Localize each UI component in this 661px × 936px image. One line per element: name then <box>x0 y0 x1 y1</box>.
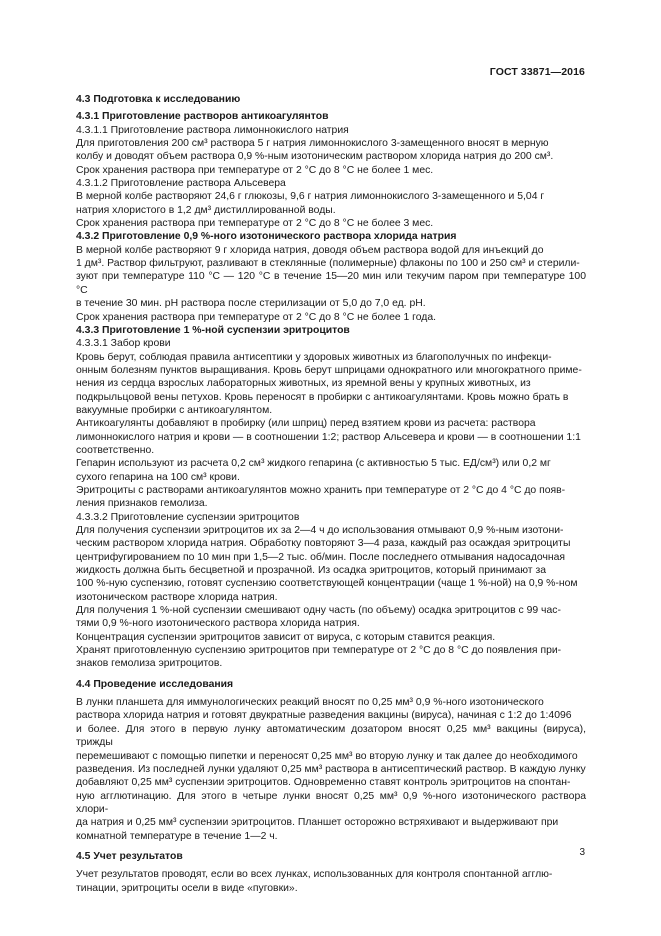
text-line: подкрыльцовой вены петухов. Кровь переносят в пробирки с антикоагулянтами. Кровь можно брать в <box>76 391 569 403</box>
text-line: тями 0,9 %-ного изотонического раствора хлорида натрия. <box>76 618 360 630</box>
text-line: Срок хранения раствора при температуре от 2 °С до 8 °С не более 1 года. <box>76 311 437 323</box>
text-line: ную агглютинацию. Для этого в четыре лунки вносят 0,25 мм³ 0,9 %-ного изотонического раствора хлори- <box>76 790 586 815</box>
document-body <box>76 93 586 895</box>
text-line: 1 дм³. Раствор фильтруют, разливают в стеклянные (полимерные) флаконы по 100 и 250 см³ и стерили- <box>76 258 580 270</box>
text-line: Антикоагулянты добавляют в пробирку (или шприц) перед взятием крови из расчета: раствора <box>76 418 536 430</box>
text-line: соответственно. <box>76 444 155 456</box>
text-line: разведения. Из последней лунки удаляют 0,25 мм³ раствора в антисептический раствор. В каждую лунку <box>76 763 586 775</box>
text-line: тинации, эритроциты осели в виде «пуговки». <box>76 882 298 894</box>
text-line: Для получения суспензии эритроцитов их за 2—4 ч до использования отмывают 0,9 %-ным изотони- <box>76 525 564 536</box>
text-line: в течение 30 мин. pH раствора после стерилизации от 5,0 до 7,0 ед. pH. <box>76 298 426 310</box>
text-line: перемешивают с помощью пипетки и переносят 0,25 мм³ во вторую лунку и так далее до необходимого <box>76 750 578 762</box>
text-line: вакуумные пробирки с антикоагулянтом. <box>76 404 273 416</box>
text-line: Срок хранения раствора при температуре от 2 °С до 8 °С не более 1 мес. <box>76 164 434 176</box>
text-line: 4.3.3.2 Приготовление суспензии эритроцитов <box>76 511 300 523</box>
text-line: Для получения 1 %-ной суспензии смешивают одну часть (по объему) осадка эритроцитов с 99 час- <box>76 605 561 617</box>
text-line: Кровь берут, соблюдая правила антисептики у здоровых животных из благополучных по инфекци- <box>76 351 552 363</box>
text-line: зуют при температуре 110 °С — 120 °С в течение 15—20 мин или текучим паром при температуре 100 °С <box>76 271 586 296</box>
text-line: лимоннокислого натрия и крови — в соотношении 1:2; раствор Альсевера и крови — в соотношении 1:1 <box>76 431 581 443</box>
text-line: В лунки планшета для иммунологических реакций вносят по 0,25 мм³ 0,9 %-ного изотонического <box>76 697 544 709</box>
text-line: нения из сердца взрослых лабораторных животных, из яремной вены у крупных животных, из <box>76 378 531 390</box>
text-line: 100 %-ную суспензию, готовят суспензию соответствующей концентрации (чаще 1 %-ной) на 0,9 %-ном <box>76 578 578 590</box>
text-line: Концентрация суспензии эритроцитов зависит от вируса, с которым ставится реакция. <box>76 631 496 643</box>
text-line: колбу и доводят объем раствора 0,9 %-ным изотоническим раствором хлорида натрия до 200 см³. <box>76 151 554 163</box>
section-heading: 4.3 Подготовка к исследованию <box>76 94 241 105</box>
text-line: и более. Для этого в первую лунку автоматическим дозатором вносят 0,25 мм³ вакцины (вируса), трижды <box>76 723 586 749</box>
text-line: добавляют 0,25 мм³ суспензии эритроцитов. Одновременно ставят контроль эритроцитов на спонтан- <box>76 777 571 789</box>
text-line: В мерной колбе растворяют 24,6 г глюкозы, 9,6 г натрия лимоннокислого 3-замещенного и 5,04 г <box>76 191 545 203</box>
section-heading: 4.5 Учет результатов <box>76 850 183 862</box>
section-heading: 4.4 Проведение исследования <box>76 678 234 690</box>
text-line: 4.3.1.2 Приготовление раствора Альсевера <box>76 178 286 190</box>
section-heading: 4.3.3 Приготовление 1 %-ной суспензии эритроцитов <box>76 324 350 336</box>
text-line: В мерной колбе растворяют 9 г хлорида натрия, доводя объем раствора водой для инъекций до <box>76 244 544 256</box>
text-line: центрифугированием по 10 мин при 1,5—2 тыс. об/мин. После последнего отмывания надосадочная <box>76 551 566 563</box>
text-line: натрия хлористого в 1,2 дм³ дистиллированной воды. <box>76 204 336 216</box>
text-line: 4.3.3.1 Забор крови <box>76 338 171 350</box>
text-line: изотоническом растворе хлорида натрия. <box>76 591 278 603</box>
text-line: онным болезням пунктов выращивания. Кровь берут шприцами однократного или многократного приме- <box>76 364 582 376</box>
text-line: ческим раствором хлорида натрия. Обработку повторяют 3—4 раза, каждый раз осаждая эритроциты <box>76 538 571 550</box>
text-line: Срок хранения раствора при температуре от 2 °С до 8 °С не более 3 мес. <box>76 218 434 230</box>
text-line: Учет результатов проводят, если во всех лунках, использованных для контроля спонтанной агглю- <box>76 869 553 881</box>
section-heading: 4.3.2 Приготовление 0,9 %-ного изотонического раствора хлорида натрия <box>76 231 457 243</box>
text-line: ления признаков гемолиза. <box>76 498 208 510</box>
document-header: ГОСТ 33871—2016 <box>489 66 585 78</box>
text-line: 4.3.1.1 Приготовление раствора лимоннокислого натрия <box>76 124 349 136</box>
text-line: комнатной температуре в течение 1—2 ч. <box>76 830 278 842</box>
text-line: да натрия и 0,25 мм³ суспензии эритроцитов. Планшет осторожно встряхивают и выдерживают при <box>76 817 559 829</box>
text-line: сухого гепарина на 100 см³ крови. <box>76 471 240 483</box>
text-line: Эритроциты с растворами антикоагулянтов можно хранить при температуре от 2 °С до 4 °С до появ- <box>76 484 566 496</box>
page-number: 3 <box>579 847 585 858</box>
text-line: Хранят приготовленную суспензию эритроцитов при температуре от 2 °С до 8 °С до появления при- <box>76 645 562 657</box>
section-heading: 4.3.1 Приготовление растворов антикоагулянтов <box>76 111 329 123</box>
text-line: знаков гемолиза эритроцитов. <box>76 658 223 670</box>
text-line: Гепарин используют из расчета 0,2 см³ жидкого гепарина (с активностью 5 тыс. ЕД/см³) или 0,2 мг <box>76 458 551 470</box>
text-line: Для приготовления 200 см³ раствора 5 г натрия лимоннокислого 3-замещенного вносят в мерную <box>76 138 549 150</box>
text-line: жидкость должна быть бесцветной и прозрачной. Из осадка эритроцитов, который принимают за <box>76 565 546 577</box>
text-line: раствора хлорида натрия и готовят двукратные разведения вакцины (вируса), начиная с 1:2 до 1:4096 <box>76 710 572 722</box>
